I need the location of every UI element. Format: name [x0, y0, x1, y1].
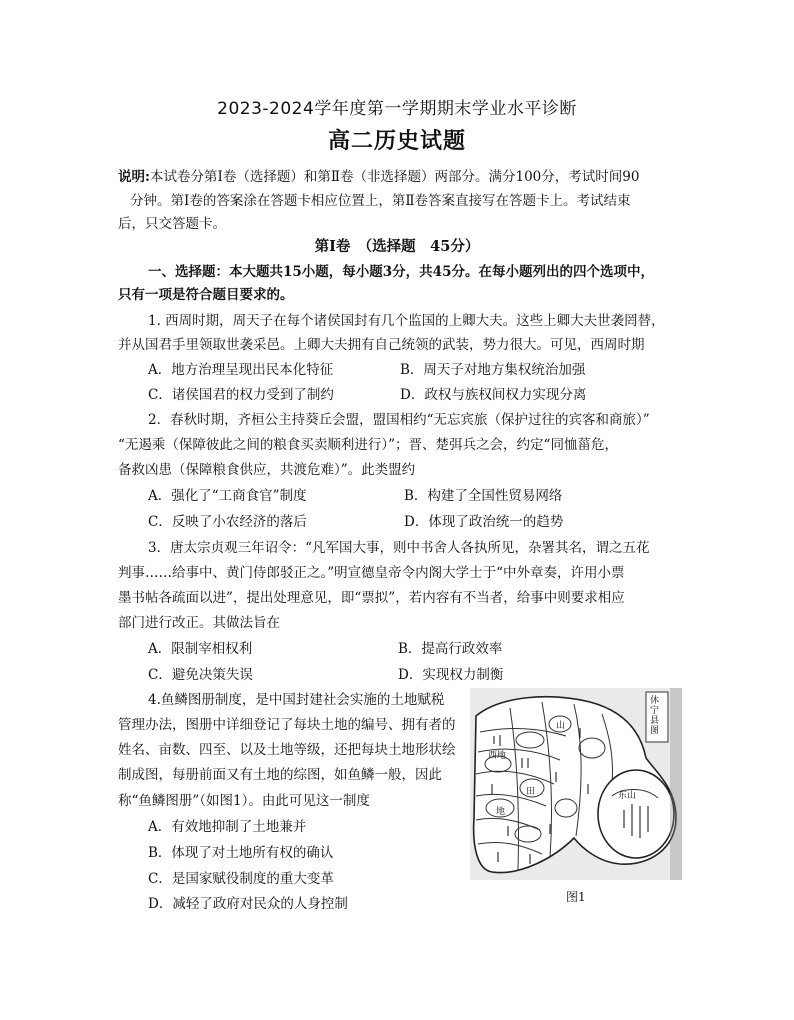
question-3-line-1: 3．唐太宗贞观三年诏令：“凡军国大事，则中书舍人各执所见，杂署其名，谓之五花 — [148, 540, 650, 556]
section-heading: 第Ⅰ卷 （选择题 45分） — [314, 238, 480, 255]
question-1-option-d: D．政权与族权间权力实现分离 — [400, 387, 587, 403]
question-3-option-b: B．提高行政效率 — [398, 641, 503, 657]
question-4-line-4: 制成图，每册前面又有土地的综图，如鱼鳞一般，因此 — [118, 767, 442, 783]
section-intro-line-1: 一、选择题：本大题共15小题，每小题3分，共45分。在每小题列出的四个选项中， — [148, 264, 654, 280]
instructions-line-3: 后，只交答题卡。 — [118, 216, 226, 232]
question-2-option-a: A．强化了“工商食官”制度 — [148, 488, 307, 504]
question-4-option-a: A．有效地抑制了土地兼并 — [148, 819, 307, 835]
fish-scale-register-figure — [470, 688, 682, 880]
instructions-label: 说明: — [118, 169, 150, 185]
question-2-option-d: D．体现了政治统一的趋势 — [404, 514, 564, 530]
question-1-option-b: B．周天子对地方集权统治加强 — [400, 362, 586, 378]
question-1-line-1: 1. 西周时期，周天子在每个诸侯国封有几个监国的上卿大夫。这些上卿大夫世袭罔替， — [148, 313, 665, 329]
question-2-line-3: 备救凶患（保障粮食供应，共渡危难）”。此类盟约 — [118, 462, 416, 478]
question-3-line-3: 墨书帖各疏面以进”，提出处理意见，即“票拟”，若内容有不当者，给事中则要求相应 — [118, 590, 625, 606]
instructions-line-2: 分钟。第Ⅰ卷的答案涂在答题卡相应位置上，第Ⅱ卷答案直接写在答题卡上。考试结束 — [130, 193, 631, 209]
question-1-option-a: A．地方治理呈现出民本化特征 — [148, 362, 334, 378]
exam-subtitle: 高二历史试题 — [327, 129, 466, 154]
question-3-line-4: 部门进行改正。其做法旨在 — [118, 615, 280, 631]
question-2-option-b: B．构建了全国性贸易网络 — [404, 488, 563, 504]
question-4-option-c: C．是国家赋役制度的重大变革 — [148, 871, 334, 887]
question-1-line-2: 并从国君手里领取世袭采邑。上卿大夫拥有自己统领的武装，势力很大。可见，西周时期 — [118, 337, 645, 353]
question-4-line-2: 管理办法，图册中详细登记了每块土地的编号、拥有者的 — [118, 717, 456, 733]
instructions-text-1: 本试卷分第Ⅰ卷（选择题）和第Ⅱ卷（非选择题）两部分。满分100分，考试时间90 — [149, 169, 640, 185]
section-intro-line-2: 只有一项是符合题目要求的。 — [118, 287, 294, 303]
figure-caption: 图1 — [566, 890, 586, 904]
question-3-option-d: D．实现权力制衡 — [398, 667, 504, 683]
question-3-option-c: C．避免决策失误 — [148, 667, 253, 683]
question-2-line-1: 2．春秋时期，齐桓公主持葵丘会盟，盟国相约“无忘宾旅（保护过往的宾客和商旅）” — [148, 412, 650, 428]
figure-side-label: 休宁县图 — [650, 696, 660, 736]
question-3-line-2: 判事……给事中、黄门侍郎驳正之。”明宣德皇帝令内阁大学士于“中外章奏，许用小票 — [118, 565, 625, 581]
question-4-line-1: 4.鱼鳞图册制度，是中国封建社会实施的土地赋税 — [148, 692, 445, 708]
question-2-option-c: C．反映了小农经济的落后 — [148, 514, 307, 530]
question-2-line-2: “无遏乘（保障彼此之间的粮食买卖顺利进行）”；晋、楚弭兵之会，约定“同恤菑危， — [118, 437, 618, 453]
question-4-line-3: 姓名、亩数、四至、以及土地等级，还把每块土地形状绘 — [118, 742, 456, 758]
figure-parcel-label-2: 西地 — [488, 751, 507, 761]
question-4-option-d: D．减轻了政府对民众的人身控制 — [148, 896, 348, 912]
figure-parcel-label-1: 东山 — [618, 791, 637, 801]
instructions-line-1 — [118, 168, 639, 186]
question-4-line-5: 称“鱼鳞图册”（如图1）。由此可见这一制度 — [118, 793, 370, 809]
figure-parcel-label-5: 地 — [496, 807, 506, 817]
question-4-option-b: B．体现了对土地所有权的确认 — [148, 845, 334, 861]
question-1-option-c: C．诸侯国君的权力受到了制约 — [148, 387, 334, 403]
figure-parcel-label-4: 山 — [556, 721, 566, 731]
figure-parcel-label-3: 田 — [526, 787, 536, 797]
question-3-option-a: A．限制宰相权利 — [148, 641, 253, 657]
exam-title: 2023-2024学年度第一学期期末学业水平诊断 — [217, 99, 577, 119]
